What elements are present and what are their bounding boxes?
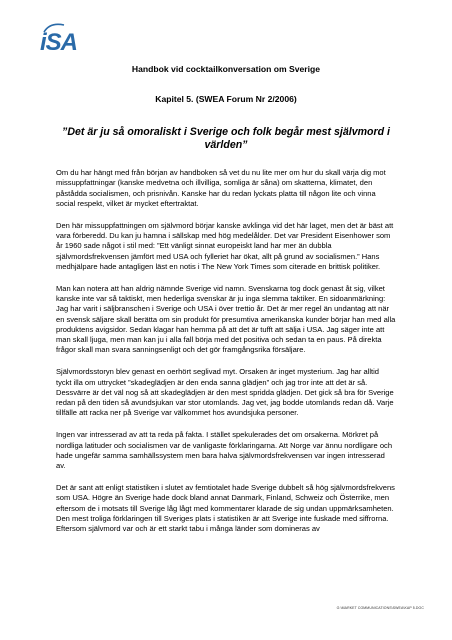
paragraph: Den här missuppfattningen om självmord börjar kanske avklinga vid det här laget, men det är bäst att vara förberedd. Du kan ju hamna i sällskap med hög medelålder. Det var President Eisenhower som år 1960 sade något i stil med: ”Ett vänligt sinnat europeiskt land har mer än dubbla självmordsfrekvensen jämfört med USA och fylleriet har ökat, allt på grund av socialismen.” Hans medhjälpare hade antagligen läst en notis i The New York Times som citerade en brittisk politiker. <box>56 220 394 271</box>
document-body <box>56 64 396 546</box>
isa-logo <box>40 20 100 60</box>
paragraph: Det är sant att enligt statistiken i slutet av femtiotalet hade Sverige dubbelt så hög självmordsfrekvens som USA. Högre än Sverige hade dock bland annat Danmark, Finland, Schweiz och Österrike, men eftersom de i motsats till Sverige låg lågt med kommentarer klarade de sig undan uppmärksamheten. Den mest troliga förklaringen till Sveriges plats i statistiken är att Sverige inte fuskade med siffrorna. Eftersom självmord var och är ett starkt tabu i många länder som domineras av <box>56 482 395 534</box>
paragraph: Man kan notera att han aldrig nämnde Sverige vid namn. Svenskarna tog dock genast åt sig, vilket kanske inte var så taktiskt, men hederliga svenskar är ju inga slemma taktiker. En sidoanmärkning: Jag har varit i säljbranschen i Sverige och USA i över trettio år. Det är mer regel än undantag att när en svensk säljare skall berätta om sin produkt för presumtiva amerikanska kunder börjar han med alla produktens avigsidor. Sedan klagar han hemma på att det är tufft att sälja i USA. Jag säger inte att man skall ljuga, men man kan ju i alla fall börja med det positiva och sedan ta en paus. På direkta frågor skall man svara sanningsenligt och det gör framgångsrika försäljare. <box>56 283 396 355</box>
chapter-heading: Kapitel 5. (SWEA Forum Nr 2/2006) <box>155 94 297 104</box>
paragraph: Självmordsstoryn blev genast en oerhört seglivad myt. Orsaken är inget mysterium. Jag har alltid tyckt illa om uttrycket ”skadeglädjen är den enda sanna glädjen” och jag tror inte att det är så. Dessvärre är det väl nog så att skadeglädjen är den mest spridda glädjen. Det gick så bra för Sverige redan på den tiden så avundsjukan var stor utomlands. Jag vet, jag bodde utomlands redan då. Varje tillfälle att racka ner på Sverige var välkommet hos avundsjuka personer. <box>56 367 394 418</box>
document-title: Handbok vid cocktailkonversation om Sverige <box>131 64 321 74</box>
paragraph: Ingen var intresserad av att ta reda på fakta. I stället spekulerades det om orsakerna. Mörkret på nordliga latituder och socialismen var de vanligaste förklaringarna. Att Norge var ännu nordligare och hade ungefär samma samhällssystem men bara halva självmordsfrekvensen var ingen intresserad av. <box>56 430 393 471</box>
chapter-quote: ”Det är ju så omoraliskt i Sverige och folk begår mest självmord i världen” <box>62 126 390 151</box>
file-path-footer: G:\MARKET COMMUNICATIONS\SWEA\KAP 5.DOC <box>336 606 424 610</box>
body-text <box>56 168 396 534</box>
paragraph: Om du har hängt med från början av handboken så vet du nu lite mer om hur du skall värja dig mot missuppfattningar (kanske medvetna och illvilliga, somliga är såna) om skatterna, klimatet, den påstådda socialismen, och prisnivån. Kanske har du redan lyckats platta till någon lite och vinna social respekt, vilket är mycket eftertraktat. <box>56 168 386 208</box>
logo-text: iSA <box>40 29 78 56</box>
